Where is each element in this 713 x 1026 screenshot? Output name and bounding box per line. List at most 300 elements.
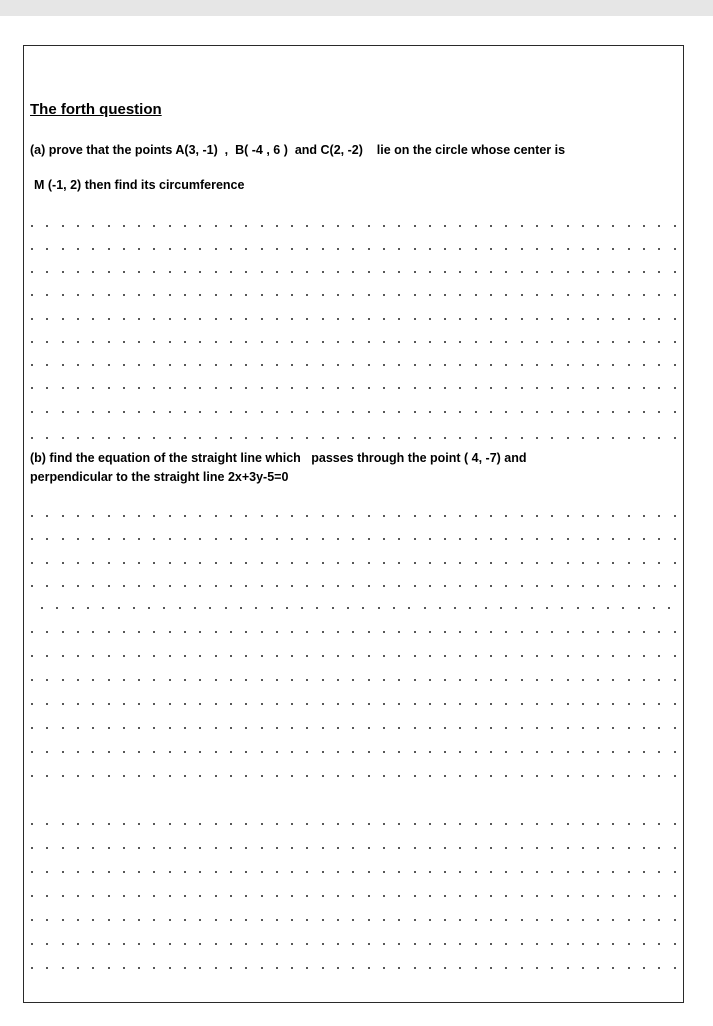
dot [567, 585, 569, 587]
dot [414, 823, 416, 825]
dot [322, 562, 324, 564]
answer-line-b-3[interactable] [31, 562, 676, 566]
dot [643, 318, 645, 320]
dot [398, 823, 400, 825]
dot [123, 562, 125, 564]
dot [521, 919, 523, 921]
dot [199, 895, 201, 897]
dot [597, 515, 599, 517]
dot [582, 585, 584, 587]
dot [291, 919, 293, 921]
dot [153, 919, 155, 921]
dot [276, 364, 278, 366]
dot [245, 847, 247, 849]
dot [322, 294, 324, 296]
dot [291, 225, 293, 227]
dot [77, 225, 79, 227]
dot [77, 585, 79, 587]
dot [123, 294, 125, 296]
dot [582, 727, 584, 729]
dot [261, 847, 263, 849]
dot [505, 967, 507, 969]
dot [245, 341, 247, 343]
dot [383, 727, 385, 729]
dot [46, 225, 48, 227]
dot [169, 248, 171, 250]
dot [138, 585, 140, 587]
answer-line-b-18[interactable] [31, 943, 676, 947]
dot [551, 727, 553, 729]
dot [62, 411, 64, 413]
dot [414, 727, 416, 729]
dot [271, 607, 273, 609]
dot [383, 387, 385, 389]
dot [475, 225, 477, 227]
dot [459, 437, 461, 439]
dot [261, 967, 263, 969]
dot [46, 967, 48, 969]
dot [368, 847, 370, 849]
dot [169, 437, 171, 439]
dot [612, 631, 614, 633]
dot [77, 631, 79, 633]
dot [77, 967, 79, 969]
dot [612, 271, 614, 273]
part-b-line-1: (b) find the equation of the straight line which passes through the point ( 4, -7) and [30, 451, 527, 465]
dot [429, 823, 431, 825]
dot [46, 727, 48, 729]
dot [505, 294, 507, 296]
dot [31, 967, 33, 969]
dot [429, 437, 431, 439]
dot [230, 751, 232, 753]
dot [184, 341, 186, 343]
dot [316, 607, 318, 609]
dot [322, 967, 324, 969]
dot [276, 437, 278, 439]
dot [337, 411, 339, 413]
answer-line-b-7[interactable] [31, 655, 676, 659]
dot [184, 655, 186, 657]
dot [398, 967, 400, 969]
dot [337, 387, 339, 389]
dot [215, 515, 217, 517]
dot [505, 515, 507, 517]
dot [169, 562, 171, 564]
dot [31, 437, 33, 439]
dot [46, 341, 48, 343]
dot [429, 631, 431, 633]
dot [108, 751, 110, 753]
dot [643, 631, 645, 633]
dot [77, 248, 79, 250]
dot [153, 895, 155, 897]
dot [276, 585, 278, 587]
dot [505, 775, 507, 777]
dot [536, 679, 538, 681]
dot [291, 538, 293, 540]
dot [92, 703, 94, 705]
answer-line-b-5[interactable] [41, 607, 671, 611]
answer-line-b-15[interactable] [31, 871, 676, 875]
dot [505, 943, 507, 945]
dot [383, 895, 385, 897]
dot [169, 515, 171, 517]
dot [368, 655, 370, 657]
dot [414, 411, 416, 413]
dot [475, 751, 477, 753]
dot [322, 341, 324, 343]
answer-line-b-9[interactable] [31, 703, 676, 707]
answer-line-b-2[interactable] [31, 538, 676, 542]
dot [215, 585, 217, 587]
dot [475, 679, 477, 681]
dot [306, 225, 308, 227]
dot [597, 538, 599, 540]
dot [322, 919, 324, 921]
dot [368, 411, 370, 413]
dot [306, 823, 308, 825]
dot [261, 562, 263, 564]
answer-line-b-6[interactable] [31, 631, 676, 635]
dot [184, 294, 186, 296]
dot [215, 318, 217, 320]
dot [56, 607, 58, 609]
dot [521, 943, 523, 945]
dot [536, 585, 538, 587]
dot [46, 847, 48, 849]
dot [459, 248, 461, 250]
answer-line-b-17[interactable] [31, 919, 676, 923]
answer-line-a-7[interactable] [31, 364, 676, 368]
dot [658, 515, 660, 517]
dot [169, 364, 171, 366]
dot [215, 437, 217, 439]
dot [612, 895, 614, 897]
dot [352, 655, 354, 657]
dot [597, 775, 599, 777]
dot [383, 318, 385, 320]
answer-line-b-13[interactable] [31, 823, 676, 827]
dot [306, 387, 308, 389]
answer-line-a-9[interactable] [31, 411, 676, 415]
dot [322, 225, 324, 227]
dot [245, 967, 247, 969]
dot [276, 294, 278, 296]
dot [674, 967, 676, 969]
answer-line-a-5[interactable] [31, 318, 676, 322]
dot [92, 751, 94, 753]
dot [230, 775, 232, 777]
dot [291, 895, 293, 897]
dot [245, 727, 247, 729]
dot [108, 871, 110, 873]
dot [444, 871, 446, 873]
dot [261, 823, 263, 825]
dot [567, 364, 569, 366]
dot [77, 294, 79, 296]
dot [352, 943, 354, 945]
dot [612, 538, 614, 540]
dot [505, 895, 507, 897]
dot [77, 775, 79, 777]
dot [276, 248, 278, 250]
dot [77, 919, 79, 921]
dot [459, 225, 461, 227]
dot [92, 727, 94, 729]
dot [414, 847, 416, 849]
dot [169, 895, 171, 897]
dot [322, 679, 324, 681]
dot [408, 607, 410, 609]
dot [199, 847, 201, 849]
dot [46, 751, 48, 753]
dot [352, 225, 354, 227]
dot [658, 679, 660, 681]
dot [521, 248, 523, 250]
dot [521, 847, 523, 849]
dot [439, 607, 441, 609]
dot [582, 538, 584, 540]
dot [567, 871, 569, 873]
dot [306, 727, 308, 729]
dot [199, 823, 201, 825]
dot [505, 631, 507, 633]
answer-line-a-2[interactable] [31, 248, 676, 252]
answer-line-b-4[interactable] [31, 585, 676, 589]
dot [291, 943, 293, 945]
dot [138, 631, 140, 633]
dot [123, 895, 125, 897]
dot [276, 538, 278, 540]
dot [169, 967, 171, 969]
dot [245, 943, 247, 945]
dot [108, 967, 110, 969]
dot [261, 943, 263, 945]
dot [567, 727, 569, 729]
dot [123, 847, 125, 849]
dot [261, 775, 263, 777]
dot [123, 727, 125, 729]
dot [383, 515, 385, 517]
dot [628, 847, 630, 849]
answer-line-b-8[interactable] [31, 679, 676, 683]
dot [199, 871, 201, 873]
dot [215, 919, 217, 921]
dot [230, 585, 232, 587]
dot [674, 727, 676, 729]
dot [612, 411, 614, 413]
dot [291, 847, 293, 849]
dot [261, 411, 263, 413]
answer-line-b-10[interactable] [31, 727, 676, 731]
dot [551, 515, 553, 517]
dot [383, 775, 385, 777]
dot [368, 515, 370, 517]
dot [199, 248, 201, 250]
dot [261, 271, 263, 273]
dot [505, 847, 507, 849]
dot [102, 607, 104, 609]
dot [505, 919, 507, 921]
dot [368, 679, 370, 681]
dot [674, 871, 676, 873]
dot [674, 655, 676, 657]
dot [536, 967, 538, 969]
dot [398, 387, 400, 389]
dot [521, 364, 523, 366]
answer-line-a-8[interactable] [31, 387, 676, 391]
dot [199, 679, 201, 681]
dot [169, 919, 171, 921]
dot [245, 294, 247, 296]
dot [643, 387, 645, 389]
dot [108, 341, 110, 343]
dot [485, 607, 487, 609]
answer-line-b-1[interactable] [31, 515, 676, 519]
dot [291, 562, 293, 564]
dot [551, 943, 553, 945]
dot [628, 703, 630, 705]
answer-line-a-4[interactable] [31, 294, 676, 298]
dot [184, 318, 186, 320]
dot [536, 775, 538, 777]
dot [454, 607, 456, 609]
dot [521, 538, 523, 540]
dot [153, 364, 155, 366]
dot [337, 631, 339, 633]
dot [306, 437, 308, 439]
dot [383, 364, 385, 366]
dot [551, 248, 553, 250]
dot [108, 318, 110, 320]
dot [429, 727, 431, 729]
answer-line-b-12[interactable] [31, 775, 676, 779]
dot [383, 655, 385, 657]
dot [169, 943, 171, 945]
dot [429, 411, 431, 413]
answer-line-b-16[interactable] [31, 895, 676, 899]
dot [230, 703, 232, 705]
answer-line-b-14[interactable] [31, 847, 676, 851]
dot [138, 515, 140, 517]
dot [199, 751, 201, 753]
dot [582, 655, 584, 657]
dot [77, 271, 79, 273]
dot [92, 679, 94, 681]
dot [536, 538, 538, 540]
dot [77, 364, 79, 366]
dot [31, 679, 33, 681]
dot [184, 248, 186, 250]
dot [429, 271, 431, 273]
dot [301, 607, 303, 609]
dot [215, 727, 217, 729]
answer-line-a-10[interactable] [31, 437, 676, 441]
dot [153, 225, 155, 227]
dot [475, 387, 477, 389]
dot [169, 823, 171, 825]
dot [215, 411, 217, 413]
dot [582, 823, 584, 825]
dot [153, 679, 155, 681]
dot [414, 895, 416, 897]
dot [46, 631, 48, 633]
dot [352, 271, 354, 273]
dot [62, 703, 64, 705]
answer-line-b-11[interactable] [31, 751, 676, 755]
dot [230, 655, 232, 657]
dot [108, 823, 110, 825]
dot [490, 271, 492, 273]
dot [674, 225, 676, 227]
dot [567, 387, 569, 389]
dot [490, 562, 492, 564]
dot [551, 775, 553, 777]
dot [215, 631, 217, 633]
dot [643, 225, 645, 227]
dot [459, 631, 461, 633]
dot [398, 364, 400, 366]
dot [230, 823, 232, 825]
dot [62, 437, 64, 439]
dot [643, 515, 645, 517]
dot [261, 727, 263, 729]
dot [322, 538, 324, 540]
answer-line-b-19[interactable] [31, 967, 676, 971]
dot [429, 775, 431, 777]
dot [62, 248, 64, 250]
dot [31, 727, 33, 729]
dot [582, 919, 584, 921]
dot [31, 919, 33, 921]
dot [31, 341, 33, 343]
answer-line-a-1[interactable] [31, 225, 676, 229]
dot [658, 727, 660, 729]
dot [429, 943, 431, 945]
dot [337, 341, 339, 343]
dot [184, 387, 186, 389]
dot [521, 515, 523, 517]
dot [337, 847, 339, 849]
dot [62, 318, 64, 320]
dot [658, 364, 660, 366]
dot [582, 515, 584, 517]
dot [597, 225, 599, 227]
dot [536, 562, 538, 564]
dot [368, 341, 370, 343]
dot [536, 341, 538, 343]
dot [291, 364, 293, 366]
dot [184, 679, 186, 681]
dot [398, 775, 400, 777]
dot [245, 871, 247, 873]
dot [551, 919, 553, 921]
dot [92, 318, 94, 320]
dot [62, 727, 64, 729]
dot [459, 703, 461, 705]
dot [628, 823, 630, 825]
answer-line-a-3[interactable] [31, 271, 676, 275]
dot [475, 727, 477, 729]
dot [31, 364, 33, 366]
dot [31, 847, 33, 849]
dot [31, 655, 33, 657]
answer-line-a-6[interactable] [31, 341, 676, 345]
dot [521, 585, 523, 587]
dot [138, 271, 140, 273]
dot [138, 562, 140, 564]
